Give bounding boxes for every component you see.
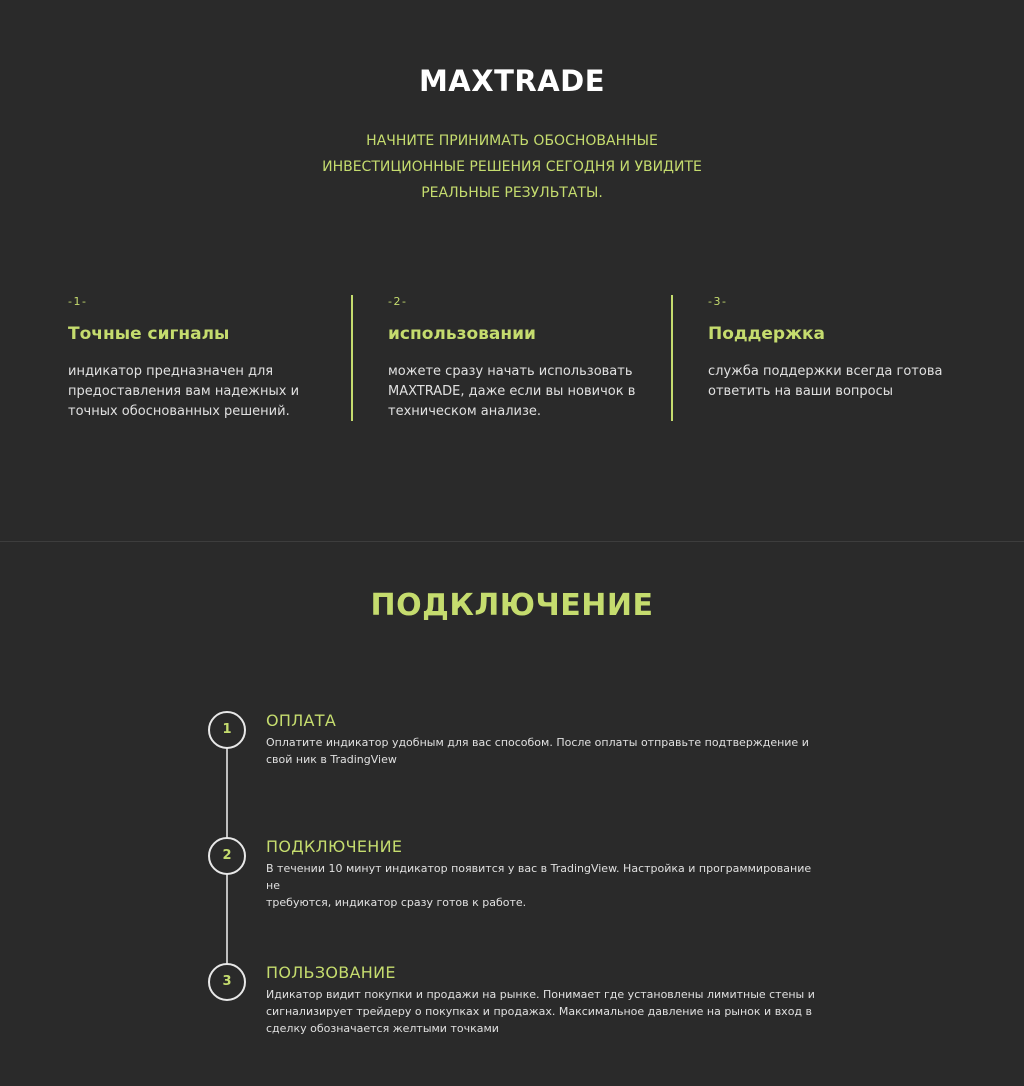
step-description-line: требуются, индикатор сразу готов к работе. [266,896,527,909]
feature-description-line: ответить на ваши вопросы [708,384,894,399]
feature-description [708,362,998,402]
feature-description-line: MAXTRADE, даже если вы новичок в [388,384,636,399]
feature-number: -3- [708,295,728,308]
step-description-line: Идикатор видит покупки и продажи на рынке. Понимает где установлены лимитные стены и [266,988,815,1001]
step-description-line: свой ник в TradingView [266,753,397,766]
feature-title: Точные сигналы [68,324,230,344]
step-1 [266,711,821,768]
feature-description-line: служба поддержки всегда готова [708,364,943,379]
step-number-circle: 3 [208,963,246,1001]
feature-title: использовании [388,324,536,344]
hero-subtitle-line: РЕАЛЬНЫЕ РЕЗУЛЬТАТЫ. [421,185,603,201]
feature-description-line: можете сразу начать использовать [388,364,633,379]
step-description [266,986,821,1037]
hero-subtitle-line: НАЧНИТЕ ПРИНИМАТЬ ОБОСНОВАННЫЕ [366,133,658,149]
feature-divider [671,295,673,421]
feature-number: -2- [388,295,408,308]
feature-divider [351,295,353,421]
feature-description-line: предоставления вам надежных и [68,384,300,399]
hero-section [0,0,1024,541]
step-description-line: сделку обозначается желтыми точками [266,1022,499,1035]
feature-card-3 [708,295,998,402]
hero-subtitle [262,128,762,206]
step-description [266,734,821,768]
step-number-circle: 1 [208,711,246,749]
step-number-circle: 2 [208,837,246,875]
hero-subtitle-line: ИНВЕСТИЦИОННЫЕ РЕШЕНИЯ СЕГОДНЯ И УВИДИТЕ [322,159,702,175]
step-title: ПОЛЬЗОВАНИЕ [266,963,396,982]
feature-description-line: техническом анализе. [388,404,542,419]
step-description-line: Оплатите индикатор удобным для вас способом. После оплаты отправьте подтверждение и [266,736,809,749]
step-description-line: В течении 10 минут индикатор появится у вас в TradingView. Настройка и программирование не [266,862,812,892]
section-divider [0,541,1024,542]
feature-title: Поддержка [708,324,825,344]
feature-card-1 [68,295,358,422]
step-3 [266,963,821,1037]
feature-number: -1- [68,295,88,308]
feature-description-line: точных обоснованных решений. [68,404,290,419]
step-title: ПОДКЛЮЧЕНИЕ [266,837,403,856]
brand-title: MAXTRADE [418,64,606,98]
step-description [266,860,821,911]
feature-card-2 [388,295,678,422]
feature-description [388,362,678,422]
step-2 [266,837,821,911]
step-description-line: сигнализирует трейдеру о покупках и продажах. Максимальное давление на рынок и вход в [266,1005,813,1018]
step-title: ОПЛАТА [266,711,337,730]
feature-description-line: индикатор предназначен для [68,364,274,379]
connection-title: ПОДКЛЮЧЕНИЕ [370,588,654,623]
feature-description [68,362,358,422]
